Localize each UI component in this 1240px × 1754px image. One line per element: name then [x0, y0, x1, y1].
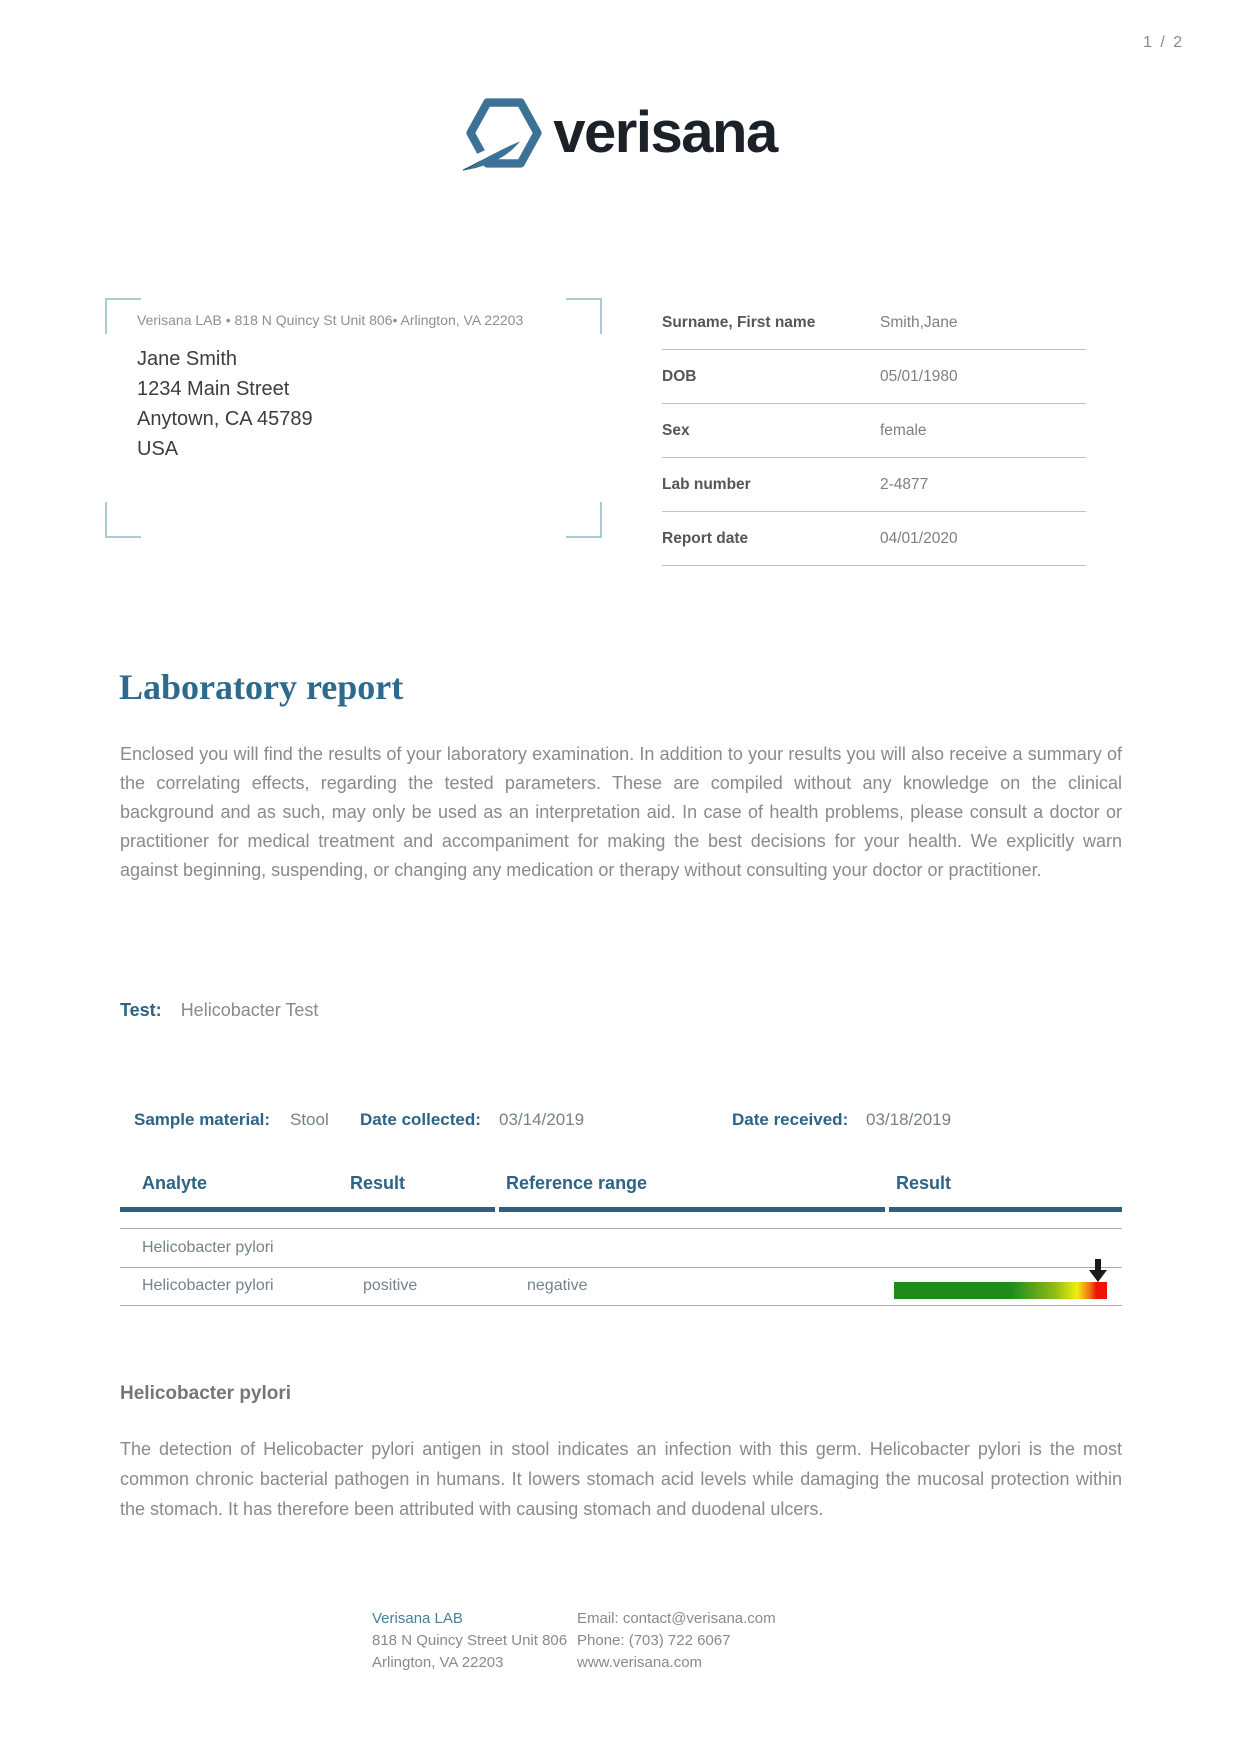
footer-lab-name: Verisana LAB: [372, 1610, 463, 1627]
interpretation-paragraph: The detection of Helicobacter pylori antigen in stool indicates an infection with this germ. Helicobacter pylori is the most common chronic bacterial pathogen in humans. It lowers stomach acid levels while damaging the mucosal protection within the stomach. It has therefore been attributed with causing stomach and duodenal ulcers.: [120, 1439, 1122, 1519]
patient-info-row: [662, 350, 1086, 404]
report-title: Laboratory report: [119, 667, 404, 707]
patient-info-value: 2-4877: [880, 475, 929, 493]
patient-info-row: [662, 512, 1086, 566]
interpretation-heading: Helicobacter pylori: [120, 1383, 292, 1404]
test-value: Helicobacter Test: [180, 1000, 319, 1020]
patient-info-value: female: [880, 421, 927, 439]
date-received-label: Date received:: [732, 1110, 849, 1129]
footer-phone: Phone: (703) 722 6067: [577, 1632, 731, 1649]
patient-info-label: DOB: [662, 367, 697, 385]
patient-info-row: [662, 458, 1086, 512]
patient-info-value: 04/01/2020: [880, 529, 958, 547]
recipient-city: Anytown, CA 45789: [137, 408, 313, 430]
verisana-logo: [0, 90, 1240, 176]
table-spacer-row: [120, 1212, 1122, 1229]
footer-contact: [577, 1608, 776, 1674]
result-value: positive: [363, 1277, 418, 1294]
crop-mark-top-left-icon: [105, 298, 141, 334]
address-window: [105, 298, 602, 538]
column-header-result-graphic: Result: [896, 1173, 952, 1193]
recipient-name: Jane Smith: [137, 348, 238, 370]
sample-material-label: Sample material:: [134, 1110, 271, 1129]
recipient-address: [137, 344, 313, 464]
test-line: [120, 1000, 318, 1021]
result-indicator-gradient-bar: [894, 1282, 1107, 1299]
recipient-country: USA: [137, 438, 179, 460]
date-collected-label: Date collected:: [360, 1110, 481, 1129]
patient-info-value: 05/01/1980: [880, 367, 958, 385]
page-number: 1 / 2: [1143, 34, 1185, 51]
recipient-street: 1234 Main Street: [137, 378, 290, 400]
patient-info-label: Report date: [662, 529, 749, 547]
results-table-header: [120, 1167, 1122, 1207]
crop-mark-bottom-right-icon: [566, 502, 602, 538]
crop-mark-top-right-icon: [566, 298, 602, 334]
result-reference: negative: [527, 1277, 588, 1294]
patient-info-label: Sex: [662, 421, 690, 439]
test-label: Test:: [120, 1000, 162, 1020]
result-row: [120, 1268, 1122, 1306]
patient-info-label: Lab number: [662, 475, 751, 493]
report-intro-paragraph: Enclosed you will find the results of your laboratory examination. In addition to your results you will also receive a summary of the correlating effects, regarding the tested parameters. These are compiled without any knowledge on the clinical background and as such, may only be used as an interpretation aid. In case of health problems, please consult a doctor or practitioner for medical treatment and accompaniment for making the best decisions for your health. We explicitly warn against beginning, suspending, or changing any medication or therapy without consulting your doctor or practitioner.: [120, 744, 1122, 880]
result-marker-arrow-icon: [1089, 1259, 1107, 1282]
analyte-group-row: Helicobacter pylori: [120, 1229, 1122, 1268]
logo-text: verisana: [553, 100, 777, 165]
footer-email: Email: contact@verisana.com: [577, 1610, 776, 1627]
patient-info-row: [662, 404, 1086, 458]
result-analyte: Helicobacter pylori: [142, 1277, 274, 1294]
date-collected-value: 03/14/2019: [499, 1110, 585, 1129]
hexagon-swoosh-icon: [463, 95, 545, 171]
crop-mark-bottom-left-icon: [105, 502, 141, 538]
footer-street: 818 N Quincy Street Unit 806: [372, 1632, 568, 1649]
footer-city: Arlington, VA 22203: [372, 1654, 504, 1671]
patient-info-value: Smith,Jane: [880, 313, 958, 331]
patient-info-table: [662, 296, 1086, 566]
results-table: [120, 1167, 1122, 1306]
patient-info-row: [662, 296, 1086, 350]
column-header-result: Result: [350, 1173, 406, 1193]
date-received-value: 03/18/2019: [866, 1110, 952, 1129]
footer-website: www.verisana.com: [577, 1654, 703, 1671]
sample-info-row: [120, 1110, 1122, 1134]
patient-info-label: Surname, First name: [662, 313, 816, 331]
sender-return-address: Verisana LAB • 818 N Quincy St Unit 806• Arlington, VA 22203: [137, 312, 524, 328]
sample-material-value: Stool: [290, 1110, 329, 1129]
header-separator-line: [120, 1207, 1122, 1212]
column-header-analyte: Analyte: [142, 1173, 208, 1193]
footer-lab-address: [372, 1608, 567, 1674]
column-header-reference-range: Reference range: [506, 1173, 648, 1193]
